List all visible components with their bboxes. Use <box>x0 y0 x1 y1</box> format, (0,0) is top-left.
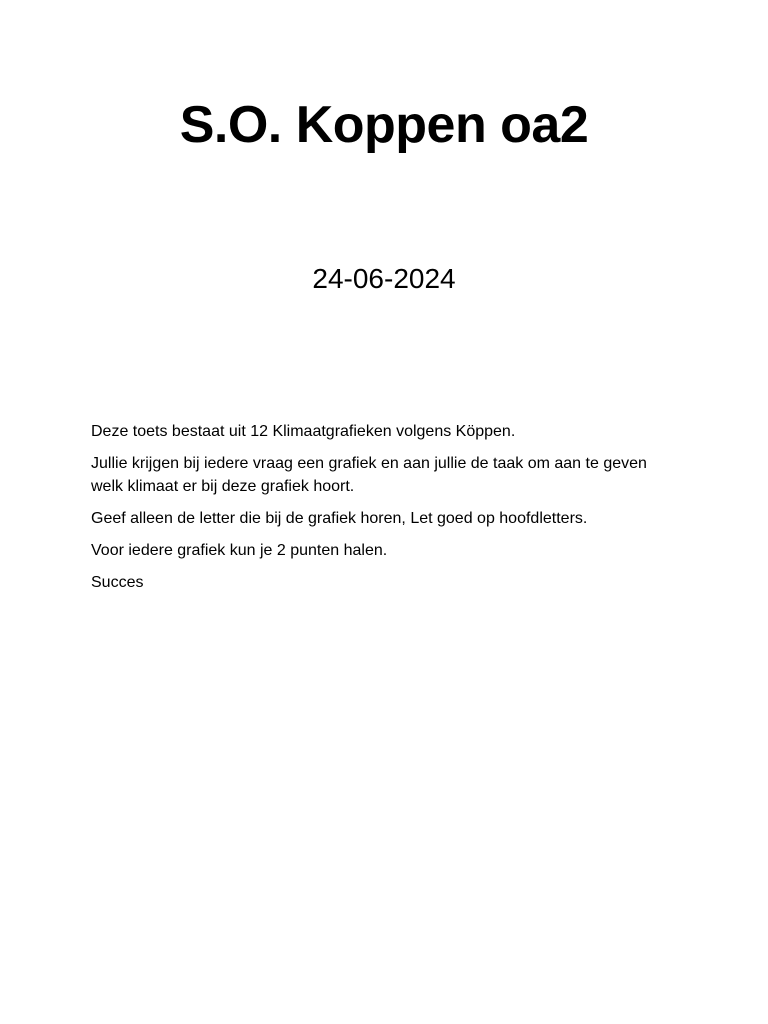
instruction-paragraph: Geef alleen de letter die bij de grafiek horen, Let goed op hoofdletters. <box>91 510 588 527</box>
instruction-paragraph: Deze toets bestaat uit 12 Klimaatgrafieken volgens Köppen. <box>91 423 516 440</box>
document-date: 24-06-2024 <box>312 263 456 294</box>
instructions-block <box>91 420 681 603</box>
instruction-paragraph: Voor iedere grafiek kun je 2 punten halen. <box>91 542 388 559</box>
document-title: S.O. Koppen oa2 <box>179 96 589 154</box>
closing-line: Succes <box>91 574 144 591</box>
instruction-paragraph: Jullie krijgen bij iedere vraag een grafiek en aan jullie de taak om aan te geven welk klimaat er bij deze grafiek hoort. <box>91 455 647 495</box>
